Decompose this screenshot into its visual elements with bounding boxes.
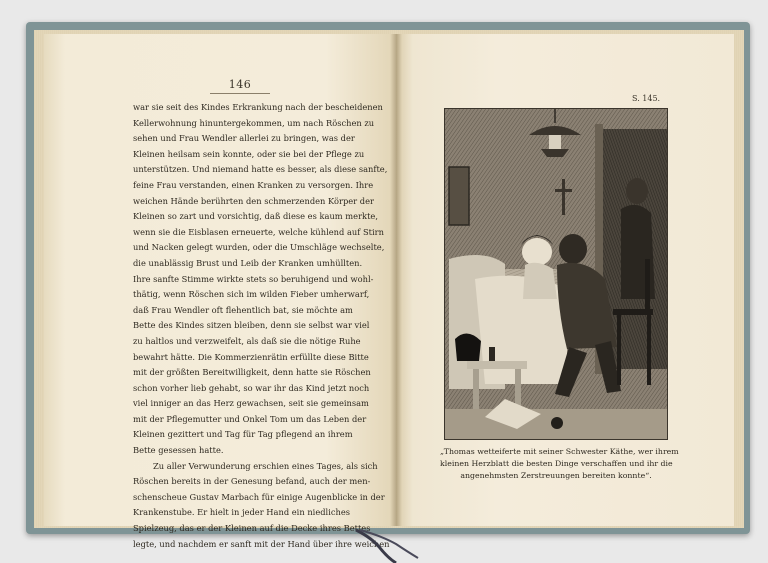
text-line: feine Frau verstanden, einen Kranken zu versorgen. Ihre — [133, 179, 374, 190]
text-line: Spielzeug, das er der Kleinen auf die Decke ihres Bettes — [133, 523, 371, 534]
text-line: daß Frau Wendler oft flehentlich bat, sie möchte am — [133, 304, 353, 315]
text-line: Krankenstube. Er hielt in jeder Hand ein niedliches — [133, 507, 351, 518]
text-line: thätig, wenn Röschen sich im wilden Fieber umherwarf, — [133, 289, 370, 300]
text-line: Kleinen so zart und vorsichtig, daß diese es kaum merkte, — [133, 211, 378, 222]
illustration-engraving — [445, 109, 667, 439]
text-line: schenscheue Gustav Marbach für einige Augenblicke in der — [133, 491, 385, 502]
text-line: schon vorher lieb gehabt, so war ihr das Kind jetzt noch — [133, 382, 370, 393]
plate-page-label: S. 145. — [632, 94, 661, 103]
text-line: die unablässig Brust und Leib der Kranken umhüllten. — [133, 257, 363, 268]
text-line: Kellerwohnung hinuntergekommen, um nach Röschen zu — [133, 117, 375, 128]
text-line: Ihre sanfte Stimme wirkte stets so beruhigend und wohl- — [133, 273, 374, 284]
text-line: mit der größten Bereitwilligkeit, denn hatte sie Röschen — [133, 367, 371, 378]
text-line: Bette gesessen hatte. — [133, 445, 224, 456]
text-line: und Nacken gelegt wurden, oder die Umschläge wechselte, — [133, 242, 385, 253]
text-line: unterstützen. Und niemand hatte es besser, als diese sanfte, — [133, 164, 388, 175]
text-line: weichen Hände berührten den schmerzenden Körper der — [133, 195, 374, 206]
text-line: sehen und Frau Wendler allerlei zu bringen, was der — [133, 133, 355, 144]
bookmark-ribbon — [352, 528, 422, 563]
text-line: Röschen bereits in der Genesung befand, auch der men- — [133, 476, 371, 487]
text-line: wenn sie die Eisblasen erneuerte, welche kühlend auf Stirn — [133, 226, 384, 237]
book-gutter — [390, 34, 402, 526]
text-line: mit der Pflegemutter und Onkel Tom um das Leben der — [133, 413, 367, 424]
text-line: zu haltlos und verzweifelt, als daß sie die nötige Ruhe — [133, 335, 361, 346]
text-line: war sie seit des Kindes Erkrankung nach der bescheidenen — [133, 102, 383, 112]
text-line: Zu aller Verwunderung erschien eines Tages, als sich — [153, 460, 378, 471]
page-number: 146 — [228, 78, 252, 91]
caption-line: kleinen Herzblatt die besten Dinge verschaffen und ihr die — [440, 459, 673, 468]
text-line: bewahrt hätte. Die Kommerzienrätin erfüllte diese Bitte — [133, 351, 369, 362]
text-line: Bette des Kindes sitzen bleiben, denn sie selbst war viel — [133, 320, 370, 331]
caption-line: angenehmsten Zerstreuungen bereiten konnte“. — [460, 471, 652, 480]
text-line: viel inniger an das Herz gewachsen, seit sie gemeinsam — [133, 398, 369, 409]
page-number-rule — [210, 93, 270, 94]
caption-line: „Thomas wetteiferte mit seiner Schwester Käthe, wer ihrem — [440, 447, 679, 456]
illustration-caption — [440, 446, 679, 482]
text-line: legte, und nachdem er sanft mit der Hand über ihre weichen — [133, 538, 390, 549]
left-page-body-text — [133, 100, 390, 552]
illustration-plate — [444, 108, 668, 440]
text-line: Kleinen gezittert und Tag für Tag pflegend an ihrem — [133, 429, 353, 440]
text-line: Kleinen heilsam sein konnte, oder sie bei der Pflege zu — [133, 148, 365, 159]
